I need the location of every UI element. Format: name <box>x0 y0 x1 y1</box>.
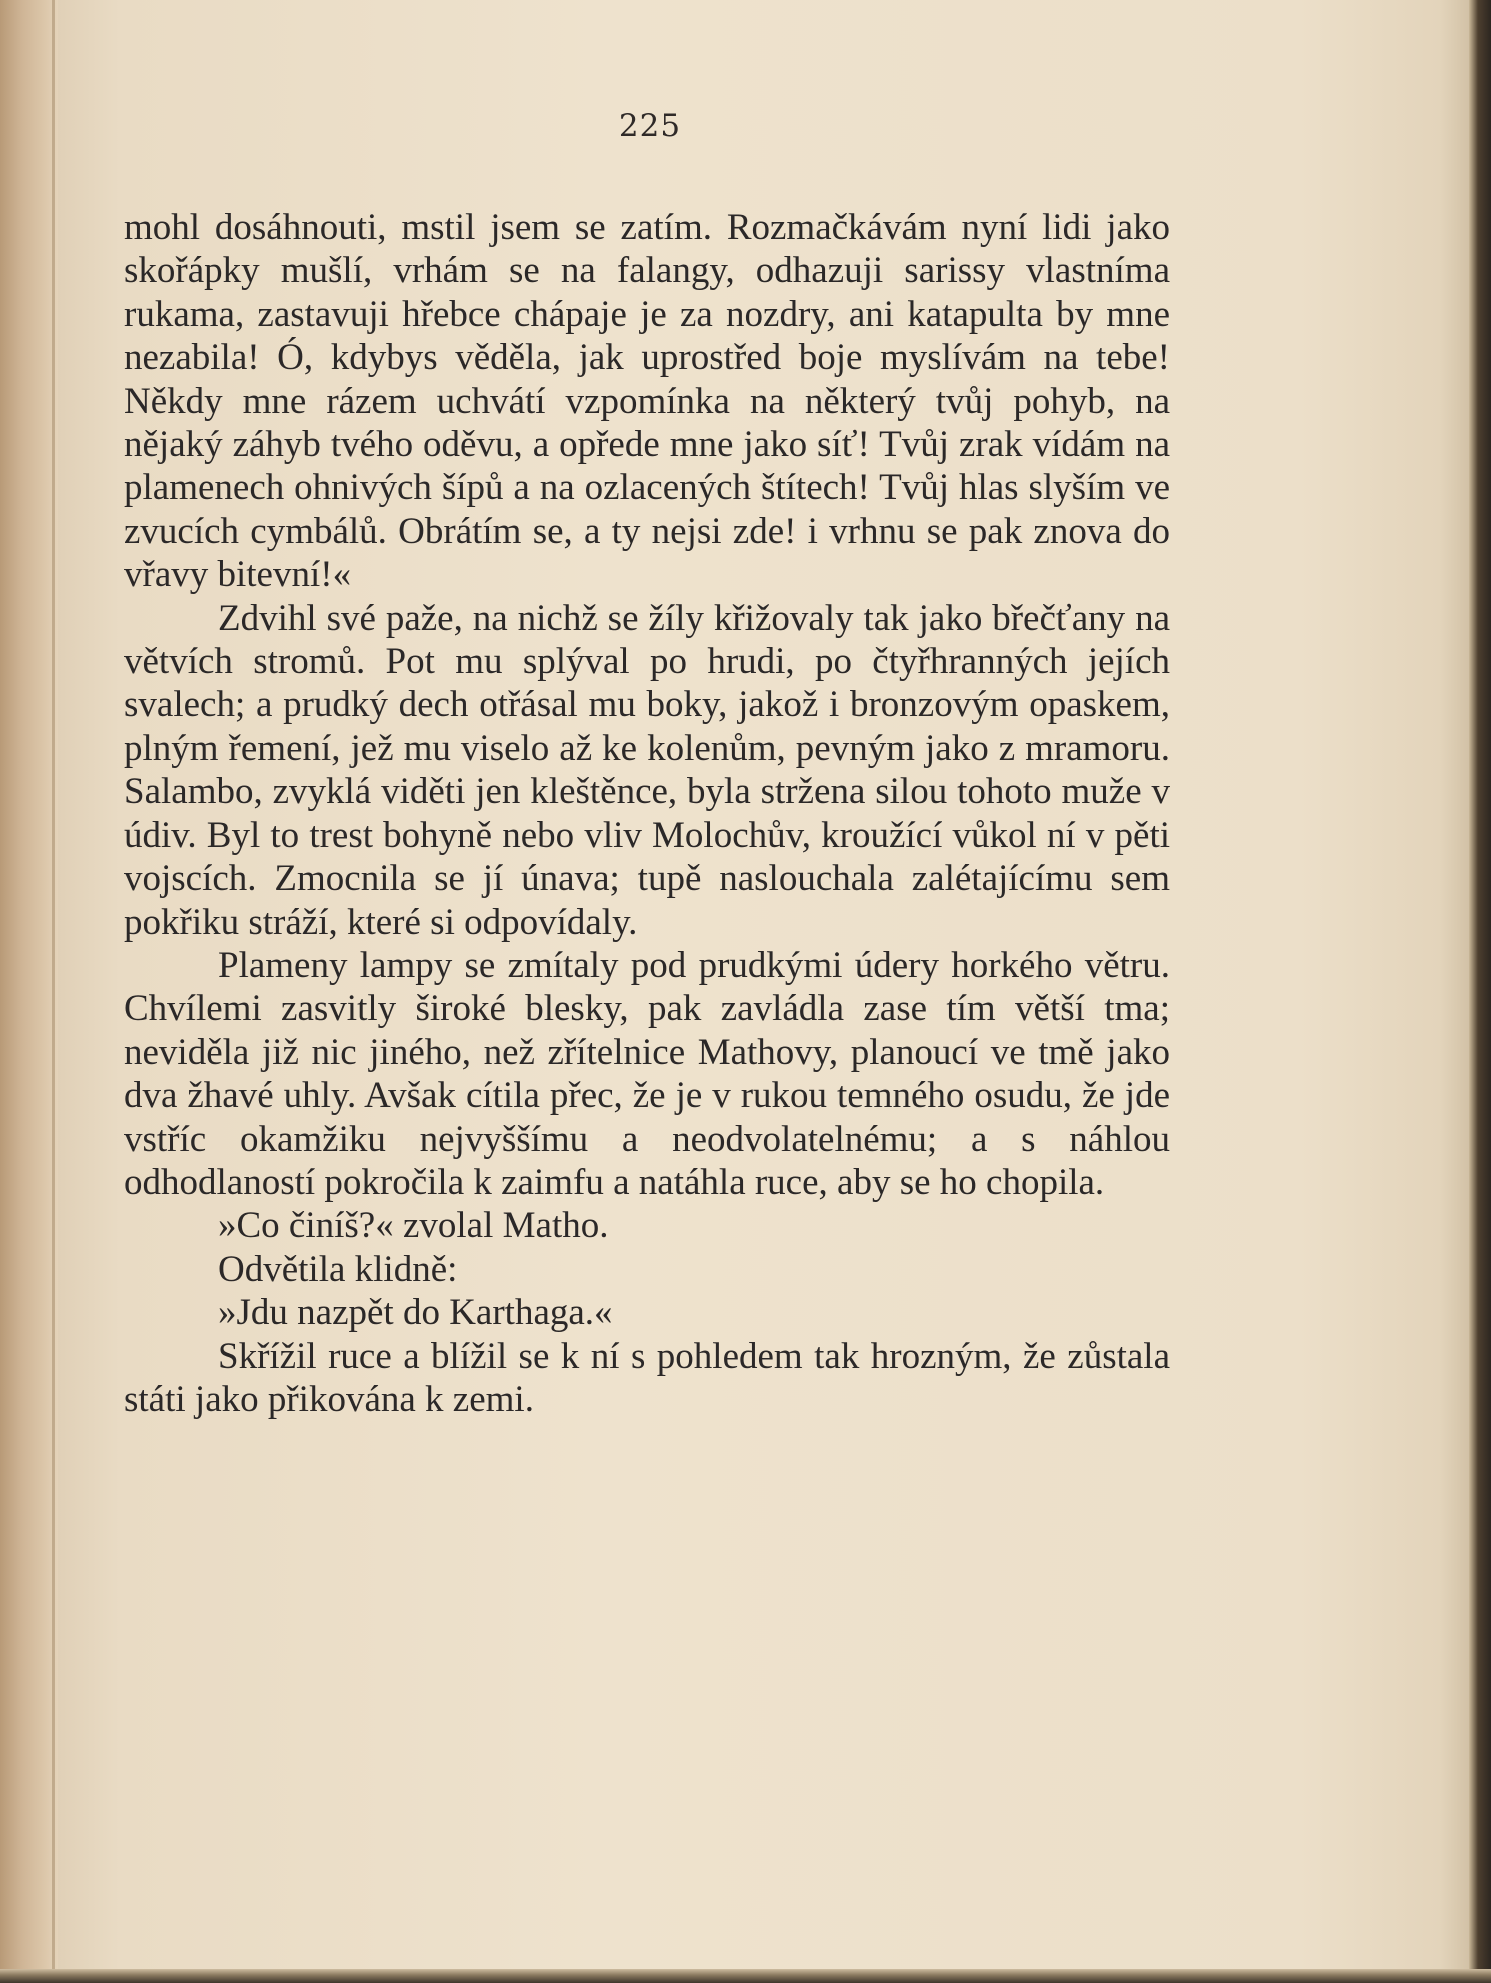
body-text <box>124 206 1170 1421</box>
page-gutter <box>0 0 58 1983</box>
page-right-edge <box>1469 0 1491 1983</box>
dialogue-line-1: »Co činíš?« zvolal Matho. <box>218 1205 609 1247</box>
paragraph-2: Zdvihl své paže, na nichž se žíly křižovaly tak jako břečťany na větvích stromů. Pot mu splýval po hrudi, po čtyřhranných jejích svalech; a prudký dech otřásal mu boky, jakož i bronzovým opaskem, plným řemení, jež mu viselo až ke kolenům, pevným jako z mramoru. Salambo, zvyklá viděti jen kleštěnce, byla stržena silou tohoto muže v údiv. Byl to trest bohyně nebo vliv Molochův, kroužící vůkol ní v pěti vojscích. Zmocnila se jí únava; tupě naslouchala zalétajícímu sem pokřiku stráží, které si odpovídaly. <box>124 597 1170 943</box>
page-bottom-edge <box>0 1969 1491 1983</box>
dialogue-line-2: Odvětila klidně: <box>218 1248 458 1290</box>
paragraph-4: Skřížil ruce a blížil se k ní s pohledem tak hrozným, že zůstala státi jako přikována k zemi. <box>124 1335 1170 1420</box>
paragraph-1: mohl dosáhnouti, mstil jsem se zatím. Rozmačkávám nyní lidi jako skořápky mušlí, vrhám se na falangy, odhazuji sarissy vlastníma rukama, zastavuji hřebce chápaje je za nozdry, ani katapulta by mne nezabila! Ó, kdybys věděla, jak uprostřed boje myslívám na tebe! Někdy mne rázem uchvátí vzpomínka na některý tvůj pohyb, na nějaký záhyb tvého oděvu, a opřede mne jako síť! Tvůj zrak vídám na plamenech ohnivých šípů a na ozlacených štítech! Tvůj hlas slyším ve zvucích cymbálů. Obrátím se, a ty nejsi zde! i vrhnu se pak znova do vřavy bitevní!« <box>124 207 1170 596</box>
dialogue-line-3: »Jdu nazpět do Karthaga.« <box>218 1292 613 1334</box>
gutter-shadow-line <box>52 0 55 1983</box>
paragraph-3: Plameny lampy se zmítaly pod prudkými údery horkého větru. Chvílemi zasvitly široké blesky, pak zavládla zase tím větší tma; neviděla již nic jiného, než zřítelnice Mathovy, planoucí ve tmě jako dva žhavé uhly. Avšak cítila přec, že je v rukou temného osudu, že jde vstříc okamžiku nejvyššímu a neodvolatelnému; a s náhlou odhodlaností pokročila k zaimfu a natáhla ruce, aby se ho chopila. <box>124 944 1170 1203</box>
page-number: 225 <box>618 108 682 144</box>
